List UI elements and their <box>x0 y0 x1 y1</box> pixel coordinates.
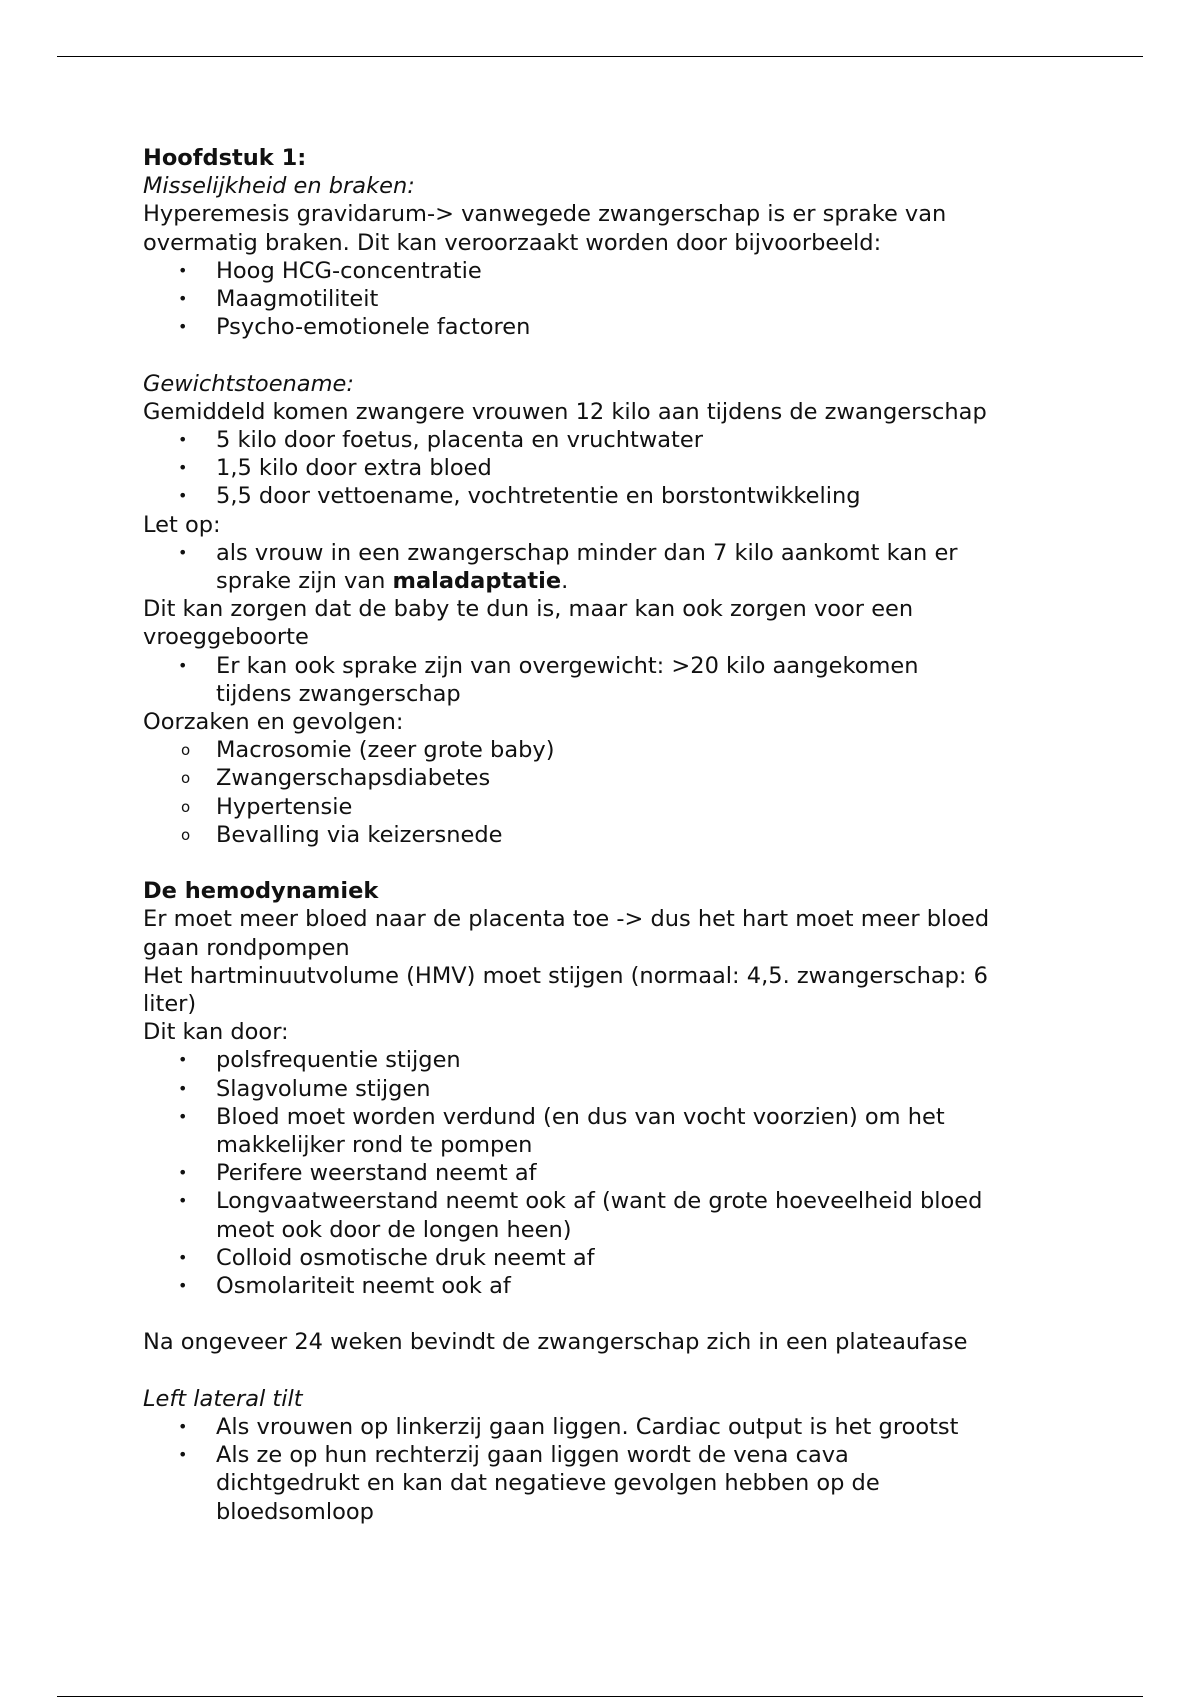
paragraph: Oorzaken en gevolgen: <box>143 709 404 736</box>
section-title-nausea: Misselijkheid en braken: <box>143 173 415 200</box>
bullet-icon: • <box>178 1247 188 1267</box>
paragraph: overmatig braken. Dit kan veroorzaakt worden door bijvoorbeeld: <box>143 229 882 256</box>
paragraph: Hyperemesis gravidarum-> vanwegede zwangerschap is er sprake van <box>143 201 947 228</box>
circle-bullet-icon: o <box>181 797 191 816</box>
bullet-list-hemodynamics <box>143 1046 1083 1300</box>
list-item: • Maagmotiliteit <box>178 286 379 313</box>
list-item: • 1,5 kilo door extra bloed <box>178 455 492 482</box>
list-item: • 5 kilo door foetus, placenta en vruchtwater <box>178 427 703 454</box>
chapter-heading: Hoofdstuk 1: <box>143 145 307 171</box>
list-item: • Psycho-emotionele factoren <box>178 314 531 341</box>
footer-rule <box>57 1696 1143 1697</box>
bullet-list-letop <box>143 539 1083 595</box>
list-item: • Slagvolume stijgen <box>178 1075 431 1102</box>
list-item: o Macrosomie (zeer grote baby) <box>181 737 555 764</box>
bold-term: maladaptatie <box>392 568 562 595</box>
section-title-hemodynamics: De hemodynamiek <box>143 878 379 905</box>
bullet-icon: • <box>178 1106 188 1126</box>
paragraph: Dit kan zorgen dat de baby te dun is, maar kan ook zorgen voor een <box>143 596 914 623</box>
paragraph: gaan rondpompen <box>143 934 350 961</box>
circle-bullet-icon: o <box>181 741 191 760</box>
header-rule <box>57 56 1143 57</box>
bullet-list-overweight <box>143 652 1083 708</box>
list-item: • Als ze op hun rechterzij gaan liggen wordt de vena cava dichtgedrukt en kan dat negatieve gevolgen hebben op de bloedsomloop <box>178 1442 880 1525</box>
paragraph: Het hartminuutvolume (HMV) moet stijgen (normaal: 4,5. zwangerschap: 6 <box>143 962 988 989</box>
bullet-icon: • <box>178 1078 188 1098</box>
list-item: • Als vrouwen op linkerzij gaan liggen. Cardiac output is het grootst <box>178 1414 959 1441</box>
bullet-icon: • <box>178 1276 188 1296</box>
let-op-label: Let op: <box>143 511 221 538</box>
bullet-icon: • <box>178 458 188 478</box>
section-title-left-lateral-tilt: Left lateral tilt <box>143 1385 303 1412</box>
paragraph: vroeggeboorte <box>143 624 309 651</box>
list-item: • als vrouw in een zwangerschap minder dan 7 kilo aankomt kan er sprake zijn van maladaptatie. <box>178 539 958 595</box>
bullet-icon: • <box>178 289 188 309</box>
circle-bullet-icon: o <box>181 825 191 844</box>
bullet-icon: • <box>178 1191 188 1211</box>
bullet-icon: • <box>178 1417 188 1437</box>
list-item: • Perifere weerstand neemt af <box>178 1160 537 1187</box>
paragraph: Na ongeveer 24 weken bevindt de zwangerschap zich in een plateaufase <box>143 1329 968 1356</box>
bullet-icon: • <box>178 260 188 280</box>
sub-list-consequences <box>143 736 1083 849</box>
bullet-list-tilt <box>143 1413 1083 1526</box>
bullet-icon: • <box>178 1445 188 1465</box>
bullet-icon: • <box>178 542 188 562</box>
paragraph: liter) <box>143 991 197 1018</box>
list-item: o Hypertensie <box>181 793 353 820</box>
section-title-weight: Gewichtstoename: <box>143 370 354 397</box>
paragraph: Dit kan door: <box>143 1019 289 1046</box>
bullet-icon: • <box>178 317 188 337</box>
paragraph: Gemiddeld komen zwangere vrouwen 12 kilo aan tijdens de zwangerschap <box>143 398 987 425</box>
list-item: • Bloed moet worden verdund (en dus van vocht voorzien) om het makkelijker rond te pompen <box>178 1103 945 1159</box>
list-item: • Osmolariteit neemt ook af <box>178 1273 511 1300</box>
list-item: • Hoog HCG-concentratie <box>178 257 482 284</box>
bullet-icon: • <box>178 1163 188 1183</box>
list-item: o Zwangerschapsdiabetes <box>181 765 491 792</box>
list-item: • Er kan ook sprake zijn van overgewicht: >20 kilo aangekomen tijdens zwangerschap <box>178 652 919 707</box>
bullet-list-weight <box>143 426 1083 511</box>
bullet-icon: • <box>178 486 188 506</box>
list-item: • Longvaatweerstand neemt ook af (want de grote hoeveelheid bloed meot ook door de longen heen) <box>178 1188 983 1243</box>
list-item: o Bevalling via keizersnede <box>181 821 503 848</box>
paragraph: Er moet meer bloed naar de placenta toe -> dus het hart moet meer bloed <box>143 906 990 933</box>
list-item: • 5,5 door vettoename, vochtretentie en borstontwikkeling <box>178 483 861 510</box>
bullet-list-causes <box>143 257 1083 342</box>
bullet-icon: • <box>178 1050 188 1070</box>
bullet-icon: • <box>178 655 188 675</box>
document-body <box>143 144 1083 1526</box>
list-item: • polsfrequentie stijgen <box>178 1047 461 1074</box>
bullet-icon: • <box>178 430 188 450</box>
circle-bullet-icon: o <box>181 769 191 788</box>
list-item: • Colloid osmotische druk neemt af <box>178 1244 595 1271</box>
